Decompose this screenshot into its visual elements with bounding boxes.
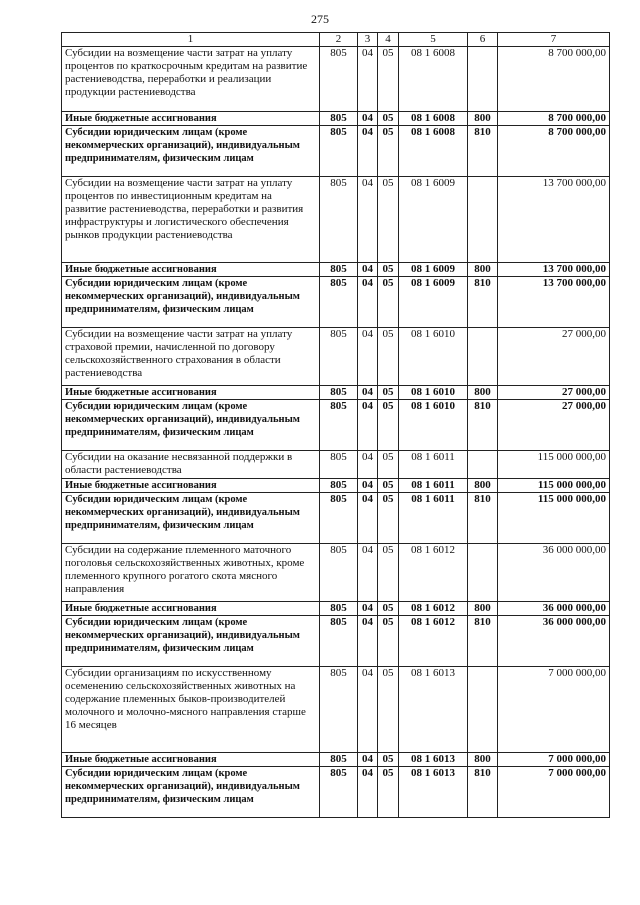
row-expense-type: 810: [468, 767, 498, 818]
table-row: [62, 616, 610, 667]
row-section-code: 04: [358, 112, 378, 126]
row-name: Субсидии юридическим лицам (кроме некоммерческих организаций), индивидуальным предпринимателям, физическим лицам: [62, 616, 320, 667]
row-section-code: 04: [358, 767, 378, 818]
row-section-code: 04: [358, 479, 378, 493]
header-cell: 4: [378, 33, 399, 47]
row-name: Субсидии на возмещение части затрат на уплату страховой премии, начисленной по договору сельскохозяйственного страхования в области растениеводства: [62, 328, 320, 386]
row-subsection-code: 05: [378, 602, 399, 616]
row-expense-type: [468, 177, 498, 263]
row-amount: 115 000 000,00: [498, 493, 610, 544]
row-expense-type: [468, 451, 498, 479]
row-ministry-code: 805: [320, 177, 358, 263]
row-section-code: 04: [358, 47, 378, 112]
row-ministry-code: 805: [320, 328, 358, 386]
row-subsection-code: 05: [378, 767, 399, 818]
row-target-article: 08 1 6008: [399, 112, 468, 126]
row-amount: 27 000,00: [498, 400, 610, 451]
row-section-code: 04: [358, 544, 378, 602]
row-amount: 36 000 000,00: [498, 544, 610, 602]
table-row: [62, 263, 610, 277]
row-expense-type: [468, 544, 498, 602]
row-amount: 115 000 000,00: [498, 479, 610, 493]
row-target-article: 08 1 6010: [399, 386, 468, 400]
row-ministry-code: 805: [320, 616, 358, 667]
table-row: [62, 126, 610, 177]
table-row: [62, 767, 610, 818]
row-target-article: 08 1 6009: [399, 263, 468, 277]
table-row: [62, 328, 610, 386]
row-ministry-code: 805: [320, 451, 358, 479]
row-name: Иные бюджетные ассигнования: [62, 602, 320, 616]
row-name: Субсидии организациям по искусственному осеменению сельскохозяйственных животных на содержание племенных быков-производителей молочного и молочно-мясного направления старше 16 месяцев: [62, 667, 320, 753]
row-name: Иные бюджетные ассигнования: [62, 386, 320, 400]
header-cell: 3: [358, 33, 378, 47]
row-section-code: 04: [358, 602, 378, 616]
row-expense-type: 800: [468, 112, 498, 126]
row-target-article: 08 1 6010: [399, 400, 468, 451]
row-ministry-code: 805: [320, 400, 358, 451]
row-ministry-code: 805: [320, 112, 358, 126]
row-section-code: 04: [358, 616, 378, 667]
row-expense-type: [468, 667, 498, 753]
table-row: [62, 753, 610, 767]
row-target-article: 08 1 6013: [399, 667, 468, 753]
row-section-code: 04: [358, 753, 378, 767]
header-cell: 5: [399, 33, 468, 47]
table-row: [62, 400, 610, 451]
row-ministry-code: 805: [320, 263, 358, 277]
table-row: [62, 47, 610, 112]
row-expense-type: 800: [468, 753, 498, 767]
page-number: 275: [311, 12, 329, 26]
row-expense-type: [468, 328, 498, 386]
row-subsection-code: 05: [378, 493, 399, 544]
row-target-article: 08 1 6012: [399, 616, 468, 667]
row-name: Иные бюджетные ассигнования: [62, 479, 320, 493]
row-section-code: 04: [358, 277, 378, 328]
row-expense-type: 810: [468, 277, 498, 328]
row-name: Субсидии юридическим лицам (кроме некоммерческих организаций), индивидуальным предпринимателям, физическим лицам: [62, 277, 320, 328]
table-row: [62, 112, 610, 126]
row-amount: 8 700 000,00: [498, 47, 610, 112]
row-ministry-code: 805: [320, 386, 358, 400]
row-ministry-code: 805: [320, 277, 358, 328]
row-target-article: 08 1 6013: [399, 753, 468, 767]
header-cell: 6: [468, 33, 498, 47]
row-name: Субсидии юридическим лицам (кроме некоммерческих организаций), индивидуальным предпринимателям, физическим лицам: [62, 126, 320, 177]
table-row: [62, 451, 610, 479]
table-row: [62, 277, 610, 328]
row-amount: 27 000,00: [498, 386, 610, 400]
header-cell: 7: [498, 33, 610, 47]
row-ministry-code: 805: [320, 126, 358, 177]
row-ministry-code: 805: [320, 544, 358, 602]
table-row: [62, 667, 610, 753]
row-ministry-code: 805: [320, 767, 358, 818]
table-row: [62, 493, 610, 544]
budget-table: [61, 32, 610, 818]
row-target-article: 08 1 6012: [399, 602, 468, 616]
table-row: [62, 386, 610, 400]
row-name: Иные бюджетные ассигнования: [62, 263, 320, 277]
row-subsection-code: 05: [378, 47, 399, 112]
row-name: Субсидии на оказание несвязанной поддержки в области растениеводства: [62, 451, 320, 479]
row-subsection-code: 05: [378, 386, 399, 400]
row-target-article: 08 1 6012: [399, 544, 468, 602]
row-amount: 13 700 000,00: [498, 177, 610, 263]
row-expense-type: 800: [468, 479, 498, 493]
row-subsection-code: 05: [378, 328, 399, 386]
row-name: Иные бюджетные ассигнования: [62, 753, 320, 767]
row-amount: 36 000 000,00: [498, 602, 610, 616]
row-amount: 7 000 000,00: [498, 767, 610, 818]
header-row: [62, 33, 610, 47]
row-target-article: 08 1 6009: [399, 177, 468, 263]
row-target-article: 08 1 6011: [399, 493, 468, 544]
row-amount: 8 700 000,00: [498, 126, 610, 177]
row-target-article: 08 1 6008: [399, 126, 468, 177]
row-subsection-code: 05: [378, 616, 399, 667]
row-expense-type: [468, 47, 498, 112]
row-expense-type: 810: [468, 126, 498, 177]
row-section-code: 04: [358, 263, 378, 277]
row-target-article: 08 1 6010: [399, 328, 468, 386]
row-expense-type: 810: [468, 616, 498, 667]
row-section-code: 04: [358, 328, 378, 386]
row-amount: 36 000 000,00: [498, 616, 610, 667]
row-subsection-code: 05: [378, 400, 399, 451]
row-section-code: 04: [358, 667, 378, 753]
row-section-code: 04: [358, 386, 378, 400]
row-amount: 7 000 000,00: [498, 753, 610, 767]
row-expense-type: 810: [468, 493, 498, 544]
row-expense-type: 800: [468, 602, 498, 616]
row-target-article: 08 1 6009: [399, 277, 468, 328]
row-subsection-code: 05: [378, 479, 399, 493]
row-target-article: 08 1 6013: [399, 767, 468, 818]
row-section-code: 04: [358, 400, 378, 451]
table-row: [62, 177, 610, 263]
header-cell: 1: [62, 33, 320, 47]
row-expense-type: 810: [468, 400, 498, 451]
row-subsection-code: 05: [378, 451, 399, 479]
row-ministry-code: 805: [320, 479, 358, 493]
row-name: Субсидии на возмещение части затрат на уплату процентов по инвестиционным кредитам на развитие растениеводства, переработки и развития инфраструктуры и логистического обеспечения рынков продукции растениеводства: [62, 177, 320, 263]
row-amount: 115 000 000,00: [498, 451, 610, 479]
row-amount: 8 700 000,00: [498, 112, 610, 126]
row-name: Субсидии юридическим лицам (кроме некоммерческих организаций), индивидуальным предпринимателям, физическим лицам: [62, 400, 320, 451]
row-name: Иные бюджетные ассигнования: [62, 112, 320, 126]
row-name: Субсидии юридическим лицам (кроме некоммерческих организаций), индивидуальным предпринимателям, физическим лицам: [62, 767, 320, 818]
row-name: Субсидии юридическим лицам (кроме некоммерческих организаций), индивидуальным предпринимателям, физическим лицам: [62, 493, 320, 544]
row-section-code: 04: [358, 493, 378, 544]
row-subsection-code: 05: [378, 277, 399, 328]
row-name: Субсидии на возмещение части затрат на уплату процентов по краткосрочным кредитам на развитие растениеводства, переработки и реализации продукции растениеводства: [62, 47, 320, 112]
row-target-article: 08 1 6008: [399, 47, 468, 112]
row-amount: 13 700 000,00: [498, 277, 610, 328]
row-ministry-code: 805: [320, 753, 358, 767]
row-ministry-code: 805: [320, 667, 358, 753]
row-subsection-code: 05: [378, 263, 399, 277]
row-expense-type: 800: [468, 263, 498, 277]
row-target-article: 08 1 6011: [399, 451, 468, 479]
row-ministry-code: 805: [320, 602, 358, 616]
row-section-code: 04: [358, 126, 378, 177]
row-amount: 27 000,00: [498, 328, 610, 386]
row-subsection-code: 05: [378, 177, 399, 263]
table-row: [62, 602, 610, 616]
row-subsection-code: 05: [378, 667, 399, 753]
row-amount: 7 000 000,00: [498, 667, 610, 753]
row-expense-type: 800: [468, 386, 498, 400]
row-section-code: 04: [358, 451, 378, 479]
header-cell: 2: [320, 33, 358, 47]
row-subsection-code: 05: [378, 112, 399, 126]
row-name: Субсидии на содержание племенного маточного поголовья сельскохозяйственных животных, кроме племенного крупного рогатого скота мясного направления: [62, 544, 320, 602]
row-section-code: 04: [358, 177, 378, 263]
row-subsection-code: 05: [378, 753, 399, 767]
row-target-article: 08 1 6011: [399, 479, 468, 493]
row-amount: 13 700 000,00: [498, 263, 610, 277]
table-row: [62, 544, 610, 602]
row-subsection-code: 05: [378, 126, 399, 177]
row-subsection-code: 05: [378, 544, 399, 602]
row-ministry-code: 805: [320, 47, 358, 112]
table-row: [62, 479, 610, 493]
row-ministry-code: 805: [320, 493, 358, 544]
